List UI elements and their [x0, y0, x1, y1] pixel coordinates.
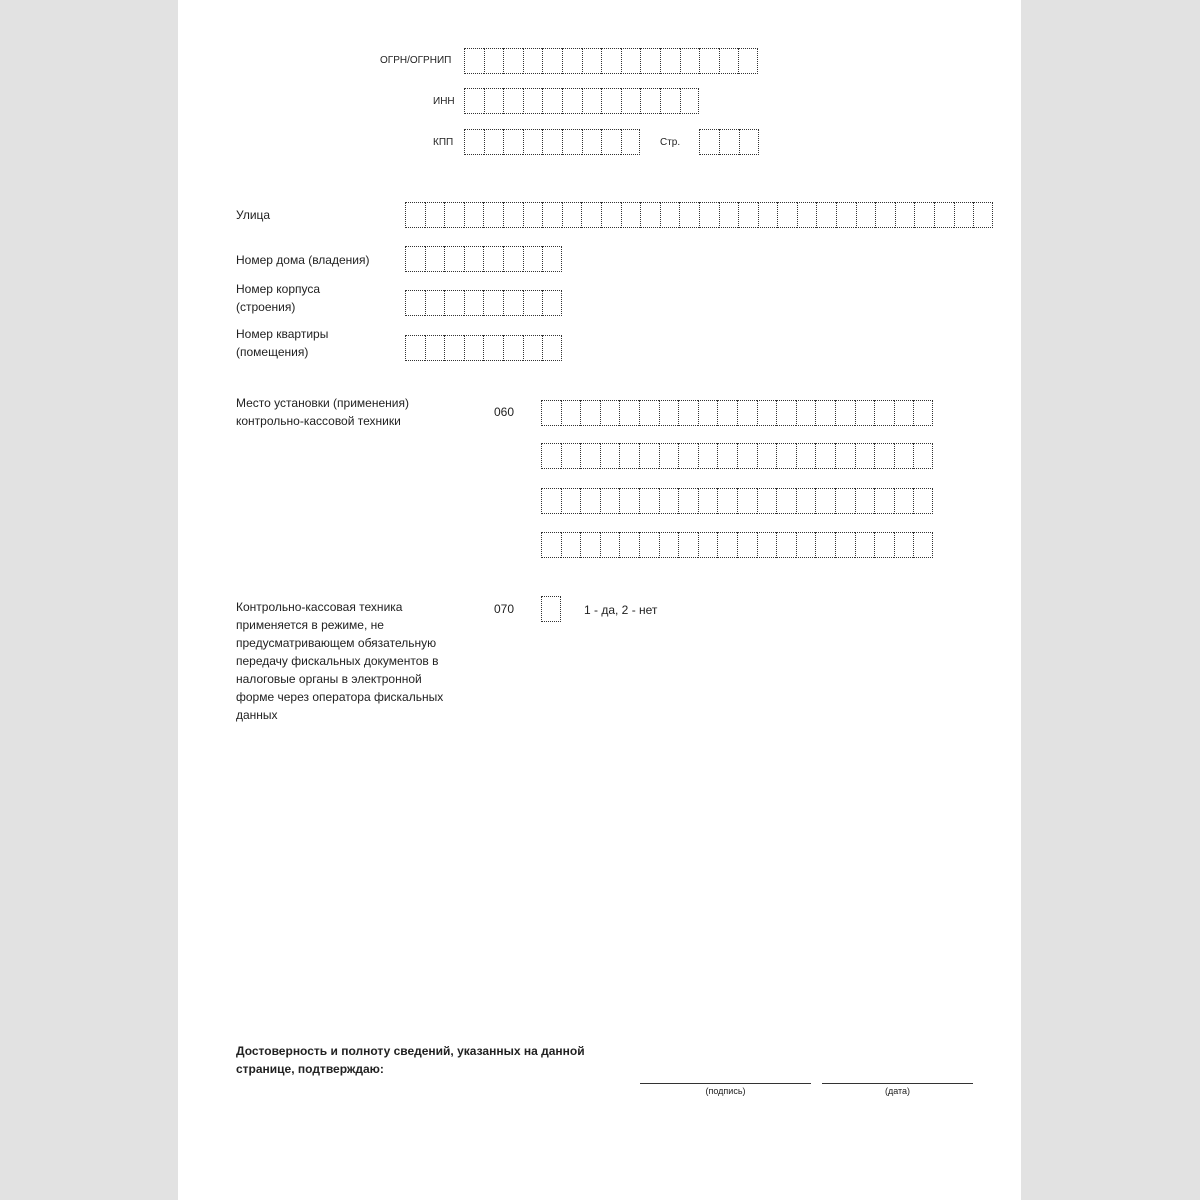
character-cell[interactable] [698, 488, 718, 514]
character-cell[interactable] [405, 335, 425, 361]
kpp-label: КПП [433, 137, 454, 148]
character-cell[interactable] [405, 290, 425, 316]
character-cell[interactable] [815, 400, 835, 426]
character-cell[interactable] [894, 532, 914, 558]
character-cell[interactable] [874, 532, 894, 558]
installation-field-line-2[interactable] [541, 443, 933, 469]
form-page [178, 0, 1021, 1200]
character-cell[interactable] [542, 290, 562, 316]
character-cell[interactable] [561, 400, 581, 426]
character-cell[interactable] [737, 400, 757, 426]
character-cell[interactable] [738, 202, 758, 228]
character-cell[interactable] [621, 48, 641, 74]
character-cell[interactable] [619, 488, 639, 514]
character-cell[interactable] [678, 532, 698, 558]
character-cell[interactable] [639, 532, 659, 558]
character-cell[interactable] [739, 129, 759, 155]
character-cell[interactable] [796, 488, 816, 514]
character-cell[interactable] [600, 400, 620, 426]
character-cell[interactable] [913, 532, 933, 558]
date-caption: (дата) [884, 1086, 911, 1096]
character-cell[interactable] [562, 202, 582, 228]
character-cell[interactable] [659, 400, 679, 426]
character-cell[interactable] [523, 246, 543, 272]
character-cell[interactable] [913, 488, 933, 514]
character-cell[interactable] [582, 48, 602, 74]
character-cell[interactable] [484, 48, 504, 74]
character-cell[interactable] [425, 290, 445, 316]
building-label: Номер корпуса (строения) [236, 282, 321, 314]
character-cell[interactable] [562, 129, 582, 155]
character-cell[interactable] [815, 443, 835, 469]
character-cell[interactable] [464, 335, 484, 361]
date-line[interactable] [822, 1083, 973, 1084]
character-cell[interactable] [483, 246, 503, 272]
character-cell[interactable] [464, 88, 484, 114]
character-cell[interactable] [816, 202, 836, 228]
character-cell[interactable] [914, 202, 934, 228]
character-cell[interactable] [542, 48, 562, 74]
character-cell[interactable] [561, 532, 581, 558]
character-cell[interactable] [758, 202, 778, 228]
inn-label: ИНН [433, 96, 455, 107]
character-cell[interactable] [542, 129, 562, 155]
character-cell[interactable] [954, 202, 974, 228]
character-cell[interactable] [894, 400, 914, 426]
character-cell[interactable] [776, 532, 796, 558]
ogrn-label: ОГРН/ОГРНИП [380, 55, 452, 66]
inn-field[interactable] [464, 88, 699, 114]
signature-caption: (подпись) [705, 1086, 746, 1096]
character-cell[interactable] [600, 443, 620, 469]
character-cell[interactable] [934, 202, 954, 228]
character-cell[interactable] [796, 443, 816, 469]
character-cell[interactable] [621, 202, 641, 228]
character-cell[interactable] [776, 488, 796, 514]
character-cell[interactable] [503, 202, 523, 228]
character-cell[interactable] [425, 202, 445, 228]
installation-code: 060 [494, 405, 515, 419]
character-cell[interactable] [503, 129, 523, 155]
character-cell[interactable] [757, 400, 777, 426]
character-cell[interactable] [444, 290, 464, 316]
character-cell[interactable] [523, 202, 543, 228]
character-cell[interactable] [541, 488, 561, 514]
character-cell[interactable] [483, 335, 503, 361]
offline-mode-hint: 1 - да, 2 - нет [584, 603, 658, 617]
offline-mode-field[interactable] [541, 596, 561, 622]
character-cell[interactable] [894, 443, 914, 469]
character-cell[interactable] [776, 443, 796, 469]
character-cell[interactable] [464, 290, 484, 316]
character-cell[interactable] [562, 88, 582, 114]
character-cell[interactable] [601, 88, 621, 114]
character-cell[interactable] [464, 202, 484, 228]
character-cell[interactable] [719, 202, 739, 228]
character-cell[interactable] [580, 488, 600, 514]
character-cell[interactable] [835, 488, 855, 514]
character-cell[interactable] [640, 202, 660, 228]
apartment-label: Номер квартиры (помещения) [236, 327, 329, 359]
building-field[interactable] [405, 290, 562, 316]
character-cell[interactable] [660, 88, 680, 114]
character-cell[interactable] [600, 488, 620, 514]
character-cell[interactable] [580, 443, 600, 469]
character-cell[interactable] [523, 129, 543, 155]
character-cell[interactable] [855, 532, 875, 558]
character-cell[interactable] [582, 88, 602, 114]
character-cell[interactable] [425, 335, 445, 361]
character-cell[interactable] [444, 335, 464, 361]
character-cell[interactable] [580, 532, 600, 558]
character-cell[interactable] [464, 246, 484, 272]
character-cell[interactable] [503, 48, 523, 74]
character-cell[interactable] [797, 202, 817, 228]
page-number-field[interactable] [699, 129, 759, 155]
house-field[interactable] [405, 246, 562, 272]
character-cell[interactable] [737, 443, 757, 469]
character-cell[interactable] [796, 400, 816, 426]
character-cell[interactable] [678, 488, 698, 514]
character-cell[interactable] [855, 488, 875, 514]
character-cell[interactable] [678, 400, 698, 426]
character-cell[interactable] [542, 88, 562, 114]
character-cell[interactable] [541, 596, 561, 622]
character-cell[interactable] [405, 202, 425, 228]
character-cell[interactable] [523, 335, 543, 361]
character-cell[interactable] [796, 532, 816, 558]
character-cell[interactable] [698, 443, 718, 469]
character-cell[interactable] [483, 202, 503, 228]
character-cell[interactable] [659, 443, 679, 469]
character-cell[interactable] [640, 88, 660, 114]
character-cell[interactable] [541, 400, 561, 426]
character-cell[interactable] [719, 48, 739, 74]
character-cell[interactable] [523, 88, 543, 114]
character-cell[interactable] [894, 488, 914, 514]
character-cell[interactable] [640, 48, 660, 74]
character-cell[interactable] [639, 400, 659, 426]
character-cell[interactable] [699, 129, 719, 155]
street-label: Улица [236, 208, 271, 222]
character-cell[interactable] [719, 129, 739, 155]
character-cell[interactable] [835, 400, 855, 426]
character-cell[interactable] [698, 400, 718, 426]
character-cell[interactable] [836, 202, 856, 228]
character-cell[interactable] [581, 202, 601, 228]
character-cell[interactable] [777, 202, 797, 228]
character-cell[interactable] [680, 48, 700, 74]
character-cell[interactable] [699, 48, 719, 74]
house-label: Номер дома (владения) [236, 253, 370, 267]
character-cell[interactable] [523, 48, 543, 74]
character-cell[interactable] [895, 202, 915, 228]
apartment-field[interactable] [405, 335, 562, 361]
installation-label: Место установки (применения) контрольно-кассовой техники [236, 396, 409, 428]
character-cell[interactable] [659, 532, 679, 558]
character-cell[interactable] [541, 532, 561, 558]
character-cell[interactable] [717, 443, 737, 469]
character-cell[interactable] [503, 335, 523, 361]
character-cell[interactable] [757, 488, 777, 514]
offline-mode-label: Контрольно-кассовая техника применяется в режиме, не предусматривающем обязательную передачу фискальных документов в налоговые органы в электронной форме через оператора фискальных данных [236, 600, 444, 722]
character-cell[interactable] [913, 400, 933, 426]
character-cell[interactable] [815, 532, 835, 558]
character-cell[interactable] [737, 488, 757, 514]
character-cell[interactable] [542, 202, 562, 228]
character-cell[interactable] [856, 202, 876, 228]
confirmation-text: Достоверность и полноту сведений, указанных на данной странице, подтверждаю: [236, 1044, 585, 1076]
character-cell[interactable] [483, 290, 503, 316]
character-cell[interactable] [464, 48, 484, 74]
character-cell[interactable] [717, 488, 737, 514]
character-cell[interactable] [503, 246, 523, 272]
installation-field-line-1[interactable] [541, 400, 933, 426]
character-cell[interactable] [619, 532, 639, 558]
character-cell[interactable] [601, 48, 621, 74]
character-cell[interactable] [582, 129, 602, 155]
character-cell[interactable] [503, 290, 523, 316]
character-cell[interactable] [659, 488, 679, 514]
character-cell[interactable] [660, 202, 680, 228]
character-cell[interactable] [678, 443, 698, 469]
character-cell[interactable] [738, 48, 758, 74]
character-cell[interactable] [717, 532, 737, 558]
character-cell[interactable] [757, 532, 777, 558]
character-cell[interactable] [855, 443, 875, 469]
character-cell[interactable] [601, 202, 621, 228]
character-cell[interactable] [875, 202, 895, 228]
character-cell[interactable] [699, 202, 719, 228]
character-cell[interactable] [621, 129, 641, 155]
character-cell[interactable] [562, 48, 582, 74]
street-field[interactable] [405, 202, 993, 228]
character-cell[interactable] [484, 88, 504, 114]
ogrn-field[interactable] [464, 48, 758, 74]
character-cell[interactable] [679, 202, 699, 228]
character-cell[interactable] [698, 532, 718, 558]
character-cell[interactable] [444, 202, 464, 228]
character-cell[interactable] [600, 532, 620, 558]
character-cell[interactable] [503, 88, 523, 114]
character-cell[interactable] [973, 202, 993, 228]
character-cell[interactable] [561, 488, 581, 514]
character-cell[interactable] [464, 129, 484, 155]
character-cell[interactable] [484, 129, 504, 155]
character-cell[interactable] [405, 246, 425, 272]
character-cell[interactable] [660, 48, 680, 74]
character-cell[interactable] [835, 532, 855, 558]
character-cell[interactable] [757, 443, 777, 469]
character-cell[interactable] [621, 88, 641, 114]
character-cell[interactable] [776, 400, 796, 426]
character-cell[interactable] [523, 290, 543, 316]
installation-field-line-4[interactable] [541, 532, 933, 558]
character-cell[interactable] [542, 246, 562, 272]
character-cell[interactable] [835, 443, 855, 469]
character-cell[interactable] [639, 443, 659, 469]
character-cell[interactable] [874, 400, 894, 426]
page-number-label: Стр. [660, 137, 681, 148]
character-cell[interactable] [874, 443, 894, 469]
character-cell[interactable] [542, 335, 562, 361]
character-cell[interactable] [601, 129, 621, 155]
character-cell[interactable] [874, 488, 894, 514]
character-cell[interactable] [913, 443, 933, 469]
character-cell[interactable] [444, 246, 464, 272]
character-cell[interactable] [815, 488, 835, 514]
character-cell[interactable] [855, 400, 875, 426]
character-cell[interactable] [737, 532, 757, 558]
character-cell[interactable] [639, 488, 659, 514]
installation-field-line-3[interactable] [541, 488, 933, 514]
character-cell[interactable] [717, 400, 737, 426]
signature-line[interactable] [640, 1083, 811, 1084]
character-cell[interactable] [619, 400, 639, 426]
character-cell[interactable] [580, 400, 600, 426]
character-cell[interactable] [561, 443, 581, 469]
character-cell[interactable] [541, 443, 561, 469]
kpp-field[interactable] [464, 129, 640, 155]
character-cell[interactable] [680, 88, 700, 114]
character-cell[interactable] [619, 443, 639, 469]
offline-mode-code: 070 [494, 602, 515, 616]
character-cell[interactable] [425, 246, 445, 272]
